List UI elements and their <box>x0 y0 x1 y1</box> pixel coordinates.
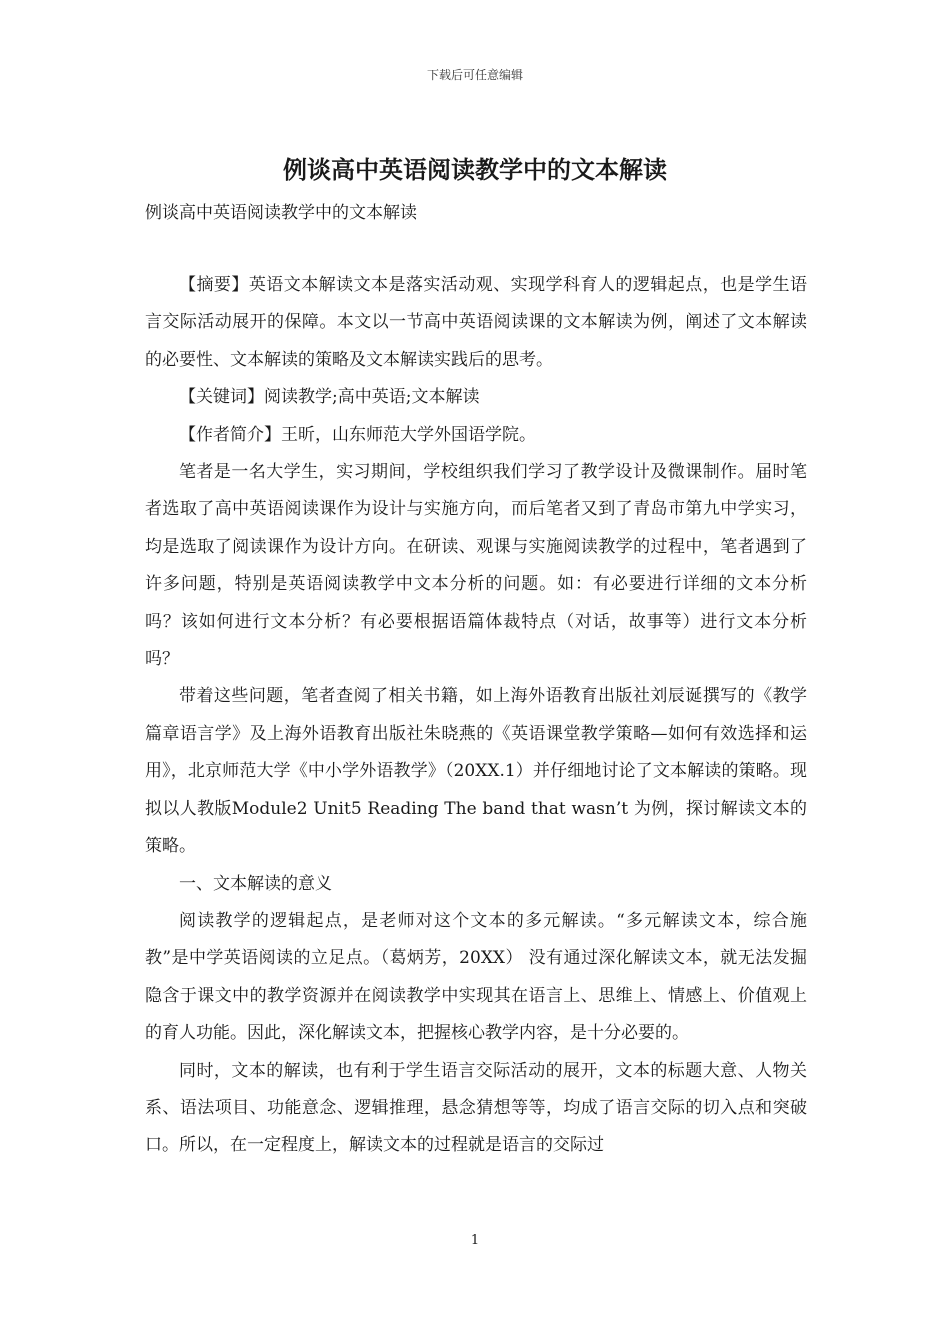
keywords-paragraph: 【关键词】阅读教学;高中英语;文本解读 <box>179 387 480 408</box>
document-subtitle: 例谈高中英语阅读教学中的文本解读 <box>145 203 417 223</box>
body-paragraph: 阅读教学的逻辑起点，是老师对这个文本的多元解读。“多元解读文本，综合施教”是中学英语阅读的立足点。（葛炳芳，20XX） 没有通过深化解读文本，就无法发掘隐含于课文中的教学资源并在阅读教学中实现其在语言上、思维上、情感上、价值观上的育人功能。因此，深化解读文本，把握核心教学内容，是十分必要的。 <box>145 910 807 1044</box>
body-paragraph: 同时，文本的解读，也有利于学生语言交际活动的展开，文本的标题大意、人物关系、语法项目、功能意念、逻辑推理，悬念猜想等等，均成了语言交际的切入点和突破口。所以，在一定程度上，解读文本的过程就是语言的交际过 <box>145 1060 807 1156</box>
document-body <box>145 267 807 1165</box>
page-number: 1 <box>470 1233 480 1248</box>
abstract-paragraph: 【摘要】英语文本解读文本是落实活动观、实现学科育人的逻辑起点，也是学生语言交际活动展开的保障。本文以一节高中英语阅读课的文本解读为例，阐述了文本解读的必要性、文本解读的策略及文本解读实践后的思考。 <box>145 275 807 370</box>
body-paragraph: 笔者是一名大学生，实习期间，学校组织我们学习了教学设计及微课制作。届时笔者选取了高中英语阅读课作为设计与实施方向，而后笔者又到了青岛市第九中学实习，均是选取了阅读课作为设计方向。在研读、观课与实施阅读教学的过程中，笔者遇到了许多问题，特别是英语阅读教学中文本分析的问题。如：有必要进行详细的文本分析吗？该如何进行文本分析？有必要根据语篇体裁特点（对话，故事等）进行文本分析吗？ <box>145 462 807 670</box>
page-header: 下载后可任意编辑 <box>426 68 523 82</box>
body-paragraph: 带着这些问题，笔者查阅了相关书籍，如上海外语教育出版社刘辰诞撰写的《教学篇章语言学》及上海外语教育出版社朱晓燕的《英语课堂教学策略—如何有效选择和运用》，北京师范大学《中小学外语教学》（20XX.1）并仔细地讨论了文本解读的策略。现拟以人教版Module2 Unit5 Reading The band that wasn’t 为例，探讨解读文本的策略。 <box>145 686 807 857</box>
section-heading: 一、文本解读的意义 <box>179 873 332 894</box>
author-paragraph: 【作者简介】王昕，山东师范大学外国语学院。 <box>179 424 536 445</box>
document-title: 例谈高中英语阅读教学中的文本解读 <box>283 155 667 184</box>
